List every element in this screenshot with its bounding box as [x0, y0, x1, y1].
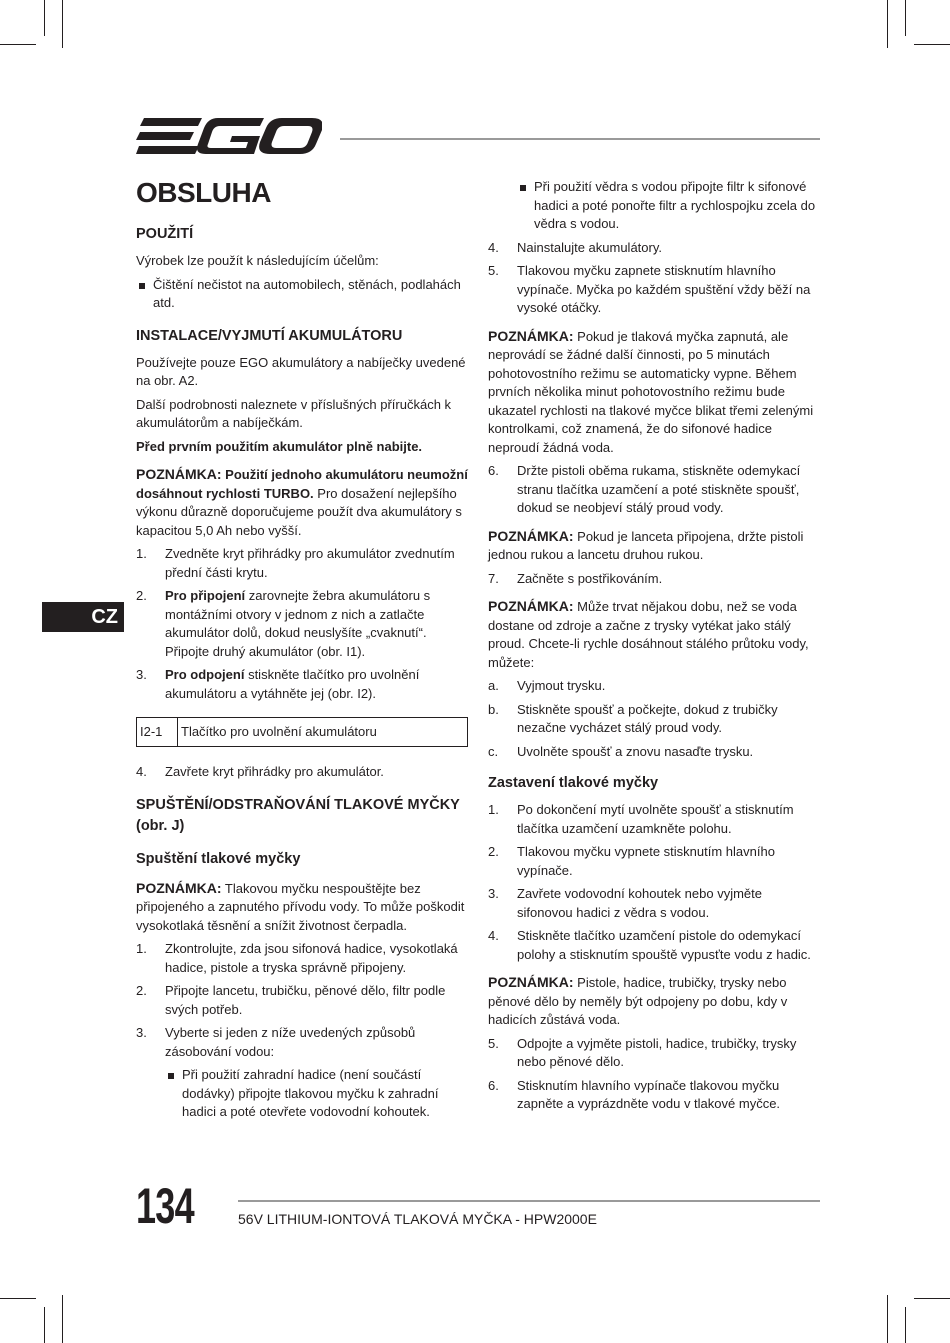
list-text: Připojte lancetu, trubičku, pěnové dělo, filtr podle svých potřeb. [165, 983, 446, 1017]
list-text: Stiskněte tlačítko uzamčení pistole do odemykací polohy a stisknutím spouště vypusťte vodu z hadic. [517, 928, 811, 962]
note-label: POZNÁMKA: [136, 466, 222, 482]
list-item [488, 677, 820, 696]
note-label: POZNÁMKA: [488, 598, 574, 614]
list-text: Tlakovou myčku vypnete stisknutím hlavního vypínače. [517, 844, 775, 878]
list-item [488, 570, 820, 589]
list-item [488, 462, 820, 518]
page-number: 134 [136, 1178, 194, 1234]
list-number: 1. [488, 802, 499, 817]
crop-mark [0, 44, 36, 45]
page-title: OBSLUHA [136, 177, 271, 208]
note-label: POZNÁMKA: [488, 327, 574, 344]
section-heading-pouziti: POUŽITÍ [136, 226, 194, 242]
note [488, 527, 820, 565]
list-item [136, 1024, 468, 1061]
list-number: 5. [488, 263, 499, 278]
list-text: Zvedněte kryt přihrádky pro akumulátor zvednutím přední části krytu. [165, 546, 455, 580]
list-text: Tlakovou myčku zapnete stisknutím hlavního vypínače. Myčka po každém spuštění vždy běží na vysoké otáčky. [517, 263, 811, 315]
legend-label: Tlačítko pro uvolnění akumulátoru [178, 718, 468, 747]
left-column [136, 176, 468, 1127]
header-rule [340, 138, 820, 140]
list-text: Zkontrolujte, zda jsou sifonová hadice, vysokotlaká hadice, pistole a tryska správně připojeny. [165, 941, 458, 975]
legend-table [136, 717, 468, 747]
note [488, 597, 820, 672]
list-number: 5. [488, 1035, 499, 1051]
list-number: 6. [488, 463, 499, 478]
list-number: 2. [136, 588, 147, 603]
list-number: c. [488, 743, 499, 759]
list-number: 4. [488, 928, 499, 943]
list-item [136, 763, 468, 782]
paragraph: Výrobek lze použít k následujícím účelům: [136, 253, 379, 268]
crop-mark [0, 1298, 36, 1299]
section-heading-instalace: INSTALACE/VYJMUTÍ AKUMULÁTORU [136, 327, 403, 344]
bullet-item: Při použití zahradní hadice (není součástí dodávky) připojte tlakovou myčku k zahradní hadici a poté otevřete vodovodní kohoutek. [165, 1066, 468, 1122]
note-text: Může trvat nějakou dobu, než se voda dostane od zdroje a začne z trysky vytékat jako stálý proud. Chcete-li rychle dosáhnout stálého průtoku vody, můžete: [488, 599, 809, 670]
note-text: Tlakovou myčku nespouštějte bez připojeného a zapnutého přívodu vody. To může poškodit vysokotlaká těsnění a snížit životnost čerpadla. [136, 880, 465, 933]
crop-mark [62, 1295, 63, 1343]
note-text: Pokud je tlaková myčka zapnutá, ale neprovádí se žádné další činnosti, po 5 minutách pohotovostního režimu se automaticky vypne. Během prvních několika minut pohotovostního režimu bude ukazatel rychlosti na tlakové myčce blikat třemi zelenými kontrolkami, což znamená, že do sifonové hadice neproudí žádná voda. [488, 328, 814, 455]
list-number: 6. [488, 1077, 499, 1093]
crop-mark [905, 1307, 906, 1343]
table-row [137, 718, 468, 747]
crop-mark [914, 44, 950, 45]
crop-mark [62, 0, 63, 48]
list-text: Uvolněte spoušť a znovu nasaďte trysku. [517, 743, 754, 759]
section-heading-spusteni: SPUŠTĚNÍ/ODSTRAŇOVÁNÍ TLAKOVÉ MYČKY (obr. J) [136, 796, 460, 834]
list-item [136, 587, 468, 661]
list-item [136, 666, 468, 703]
list-number: a. [488, 678, 499, 693]
note-label: POZNÁMKA: [136, 879, 222, 896]
list-item [488, 743, 820, 762]
note-bold-text: Použití jednoho akumulátoru neumožní dosáhnout rychlosti TURBO. [136, 467, 468, 501]
list-number: 4. [488, 239, 499, 255]
list-item [136, 982, 468, 1019]
crop-mark [914, 1298, 950, 1299]
list-item [488, 262, 820, 318]
list-number: 7. [488, 570, 499, 586]
language-tab: CZ [42, 602, 124, 632]
list-text: Vyjmout trysku. [517, 678, 606, 693]
note [136, 879, 468, 936]
note-text: Pistole, hadice, trubičky, trysky nebo pěnové dělo by neměly být odpojeny po dobu, kdy v hadicích zůstává voda. [488, 975, 788, 1027]
list-number: 3. [488, 886, 499, 901]
subheading: Zastavení tlakové myčky [488, 775, 659, 791]
list-text: Držte pistoli oběma rukama, stiskněte odemykací stranu tlačítka uzamčení a poté stiskněte spoušť, dokud se neobjeví stálý proud vody. [517, 463, 801, 515]
note [488, 973, 820, 1030]
list-text: Vyberte si jeden z níže uvedených způsobů zásobování vodou: [165, 1025, 416, 1059]
list-item [488, 239, 820, 258]
list-number: 1. [136, 546, 147, 561]
list-text: Stisknutím hlavního vypínače tlakovou myčku zapněte a vyprázdněte vodu v tlakové myčce. [517, 1077, 781, 1111]
list-item [488, 701, 820, 738]
paragraph: Používejte pouze EGO akumulátory a nabíječky uvedené na obr. A2. [136, 354, 466, 388]
crop-mark [887, 0, 888, 48]
list-text: Po dokončení mytí uvolněte spoušť a stisknutím tlačítka uzamčení uzamkněte polohu. [517, 802, 794, 836]
list-text: stiskněte tlačítko pro uvolnění akumulátoru a vytáhněte jej (obr. I2). [165, 667, 420, 701]
list-number: b. [488, 701, 499, 717]
list-item [488, 1077, 820, 1114]
list-item [488, 843, 820, 880]
list-bold: Pro odpojení [165, 667, 245, 682]
list-text: Odpojte a vyjměte pistoli, hadice, trubičky, trysky nebo pěnové dělo. [517, 1035, 797, 1069]
list-text: Nainstalujte akumulátory. [517, 239, 662, 255]
crop-mark [44, 0, 45, 36]
list-item [488, 801, 820, 838]
note-text: Pokud je lanceta připojena, držte pistoli jednou rukou a lancetu druhou rukou. [488, 528, 804, 562]
list-item [488, 1035, 820, 1072]
list-number: 2. [488, 844, 499, 859]
subheading: Spuštění tlakové myčky [136, 850, 301, 867]
legend-code: I2-1 [137, 718, 178, 747]
list-number: 3. [136, 667, 147, 682]
bullet-item: Čištění nečistot na automobilech, stěnách, podlahách atd. [136, 276, 468, 313]
list-text: Zavřete kryt přihrádky pro akumulátor. [165, 764, 384, 779]
bullet-item: Při použití vědra s vodou připojte filtr k sifonové hadici a poté ponořte filtr a rychlospojku zcela do vědra s vodou. [517, 178, 820, 234]
note [136, 465, 468, 540]
list-number: 2. [136, 983, 147, 998]
list-number: 1. [136, 941, 147, 956]
right-column [488, 178, 820, 1119]
list-item [136, 545, 468, 582]
note-label: POZNÁMKA: [488, 974, 574, 990]
crop-mark [905, 0, 906, 36]
ego-logo [136, 116, 322, 158]
list-number: 3. [136, 1025, 147, 1040]
paragraph: Další podrobnosti naleznete v příslušných příručkách k akumulátorům a nabíječkám. [136, 396, 452, 430]
list-text: Zavřete vodovodní kohoutek nebo vyjměte sifonovou hadici z vědra s vodou. [517, 886, 762, 920]
list-item [488, 927, 820, 964]
list-item [488, 885, 820, 922]
note-label: POZNÁMKA: [488, 527, 574, 544]
footer-rule [238, 1200, 820, 1202]
crop-mark [44, 1307, 45, 1343]
list-text: Stiskněte spoušť a počkejte, dokud z trubičky nezačne vycházet stálý proud vody. [517, 701, 778, 735]
footer-title: 56V LITHIUM-IONTOVÁ TLAKOVÁ MYČKA - HPW2000E [238, 1211, 597, 1227]
list-item [136, 940, 468, 977]
list-bold: Pro připojení [165, 588, 246, 603]
note-text: Pro dosažení nejlepšího výkonu důrazně doporučujeme použít dva akumulátory s kapacitou 5,0 Ah nebo vyšší. [136, 485, 462, 538]
note [488, 327, 820, 458]
list-text: Začněte s postřikováním. [517, 570, 663, 586]
list-text: zarovnejte žebra akumulátoru s montážními otvory v jednom z nich a zatlačte akumulátor dolů, dokud neuslyšíte „cvaknutí“. Připojte druhý akumulátor (obr. I1). [165, 588, 431, 659]
paragraph-bold: Před prvním použitím akumulátor plně nabijte. [136, 438, 423, 454]
crop-mark [887, 1295, 888, 1343]
list-number: 4. [136, 764, 147, 779]
